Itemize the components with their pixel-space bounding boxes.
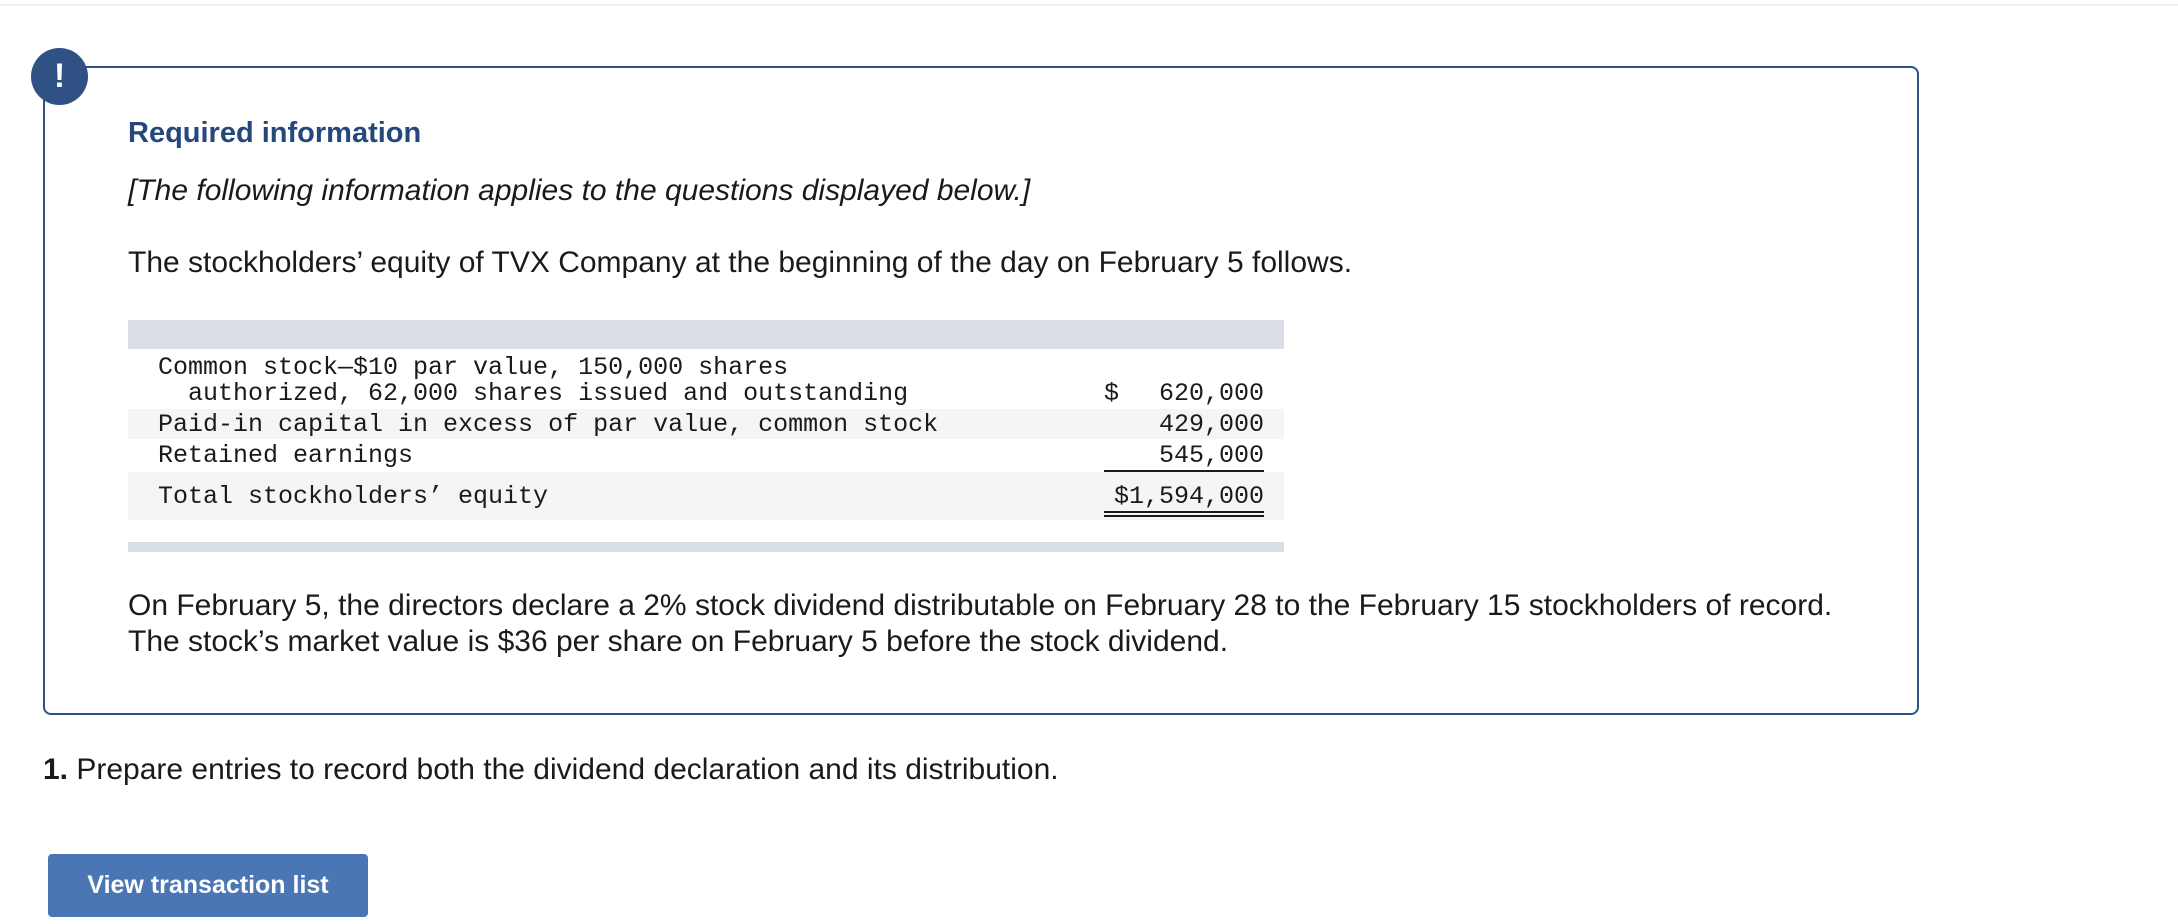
stockholders-equity-table: [128, 320, 1284, 552]
table-header-bar: [128, 320, 1284, 349]
total-double-rule: [1104, 511, 1264, 517]
table-row: [128, 439, 1284, 472]
alert-icon: !: [31, 48, 88, 105]
table-row-total: [128, 472, 1284, 520]
row-amount: 620,000: [1158, 379, 1264, 408]
row-amount: 545,000: [1158, 441, 1264, 470]
row-label: Retained earnings: [158, 441, 414, 470]
info-note: [The following information applies to the questions displayed below.]: [128, 174, 1031, 207]
row-label: Paid-in capital in excess of par value, common stock: [158, 410, 939, 439]
table-row: [128, 349, 1284, 382]
dividend-details-paragraph: On February 5, the directors declare a 2% stock dividend distributable on February 28 to the February 15 stockholders of record. The stock’s market value is $36 per share on February 5 before the stock dividend.: [128, 589, 1833, 658]
question-text: Prepare entries to record both the dividend declaration and its distribution.: [68, 753, 1059, 786]
currency-symbol: $: [1104, 379, 1120, 408]
question-prompt: [43, 753, 1059, 787]
intro-paragraph: The stockholders’ equity of TVX Company at the beginning of the day on February 5 follows.: [128, 246, 1353, 279]
required-info-title: Required information: [128, 117, 422, 149]
table-footer-bar: [128, 542, 1284, 552]
row-label: authorized, 62,000 shares issued and outstanding: [188, 379, 909, 408]
row-amount-cell: [1104, 379, 1264, 408]
table-row: [128, 379, 1284, 409]
row-label: Total stockholders’ equity: [158, 482, 549, 511]
total-amount: $1,594,000: [1113, 482, 1264, 511]
top-divider: [0, 4, 2178, 6]
question-number: 1.: [43, 753, 69, 786]
row-amount: 429,000: [1158, 410, 1264, 439]
view-transaction-list-button[interactable]: View transaction list: [48, 854, 368, 917]
row-label: Common stock—$10 par value, 150,000 shares: [158, 353, 789, 382]
table-row: [128, 409, 1284, 439]
